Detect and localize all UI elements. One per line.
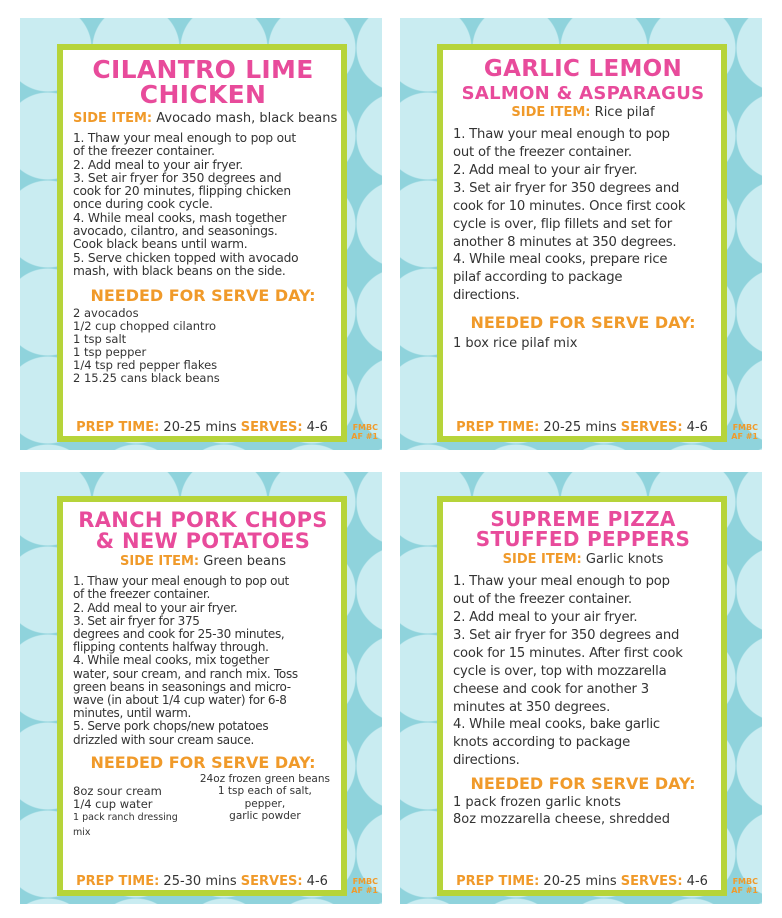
prep-time-value: 25-30 mins: [163, 874, 237, 889]
prep-time-label: PREP TIME:: [456, 420, 540, 435]
serves-label: SERVES:: [240, 874, 303, 889]
instructions: 1. Thaw your meal enough to pop out of the freezer container. 2. Add meal to your air fryer. 3. Set air fryer for 350 degrees and cook for 10 minutes. Once first cook cycle is over, flip fillets and set for another 8 minutes at 350 degrees. 4. While meal cooks, prepare rice pilaf according to package directions.: [453, 127, 686, 304]
ingredients-right: 24oz frozen green beans 1 tsp each of salt, pepper, garlic powder: [199, 772, 330, 823]
recipe-card-cilantro-lime-chicken: [20, 18, 382, 450]
instructions: 1. Thaw your meal enough to pop out of the freezer container. 2. Add meal to your air fryer. 3. Set air fryer for 350 degrees and cook for 15 minutes. After first cook cycle is over, top with mozzarella cheese and cook for another 3 minutes at 350 degrees. 4. While meal cooks, bake garlic knots according to package directions.: [453, 574, 683, 769]
prep-time-label: PREP TIME:: [76, 874, 160, 889]
instructions: 1. Thaw your meal enough to pop out of the freezer container. 2. Add meal to your air fryer. 3. Set air fryer for 350 degrees and cook for 20 minutes, flipping chicken once during cook cycle. 4. While meal cooks, mash together avocado, cilantro, and seasonings. Cook black beans until warm. 5. Serve chicken topped with avocado mash, with black beans on the side.: [73, 131, 299, 278]
card-code: FMBC AF #1: [351, 877, 378, 895]
recipe-panel: [437, 44, 727, 442]
serves-label: SERVES:: [620, 874, 683, 889]
side-item-label: SIDE ITEM:: [502, 552, 582, 568]
ingredients: [73, 773, 333, 840]
recipe-card-ranch-pork-chops: [20, 472, 382, 904]
ingredients: 1 box rice pilaf mix: [453, 336, 578, 352]
recipe-title: CILANTRO LIME CHICKEN: [92, 55, 314, 109]
prep-serves: [443, 874, 721, 889]
side-item: [453, 105, 713, 120]
side-item: [453, 552, 713, 567]
serves-label: SERVES:: [240, 420, 303, 435]
needed-heading: NEEDED FOR SERVE DAY:: [470, 313, 696, 333]
needed-heading: NEEDED FOR SERVE DAY:: [90, 286, 316, 306]
recipe-card-garlic-lemon-salmon: [400, 18, 762, 450]
instructions: 1. Thaw your meal enough to pop out of the freezer container. 2. Add meal to your air fryer. 3. Set air fryer for 375 degrees and cook for 25-30 minutes, flipping contents halfway through. 4. While meal cooks, mix together water, sour cream, and ranch mix. Toss green beans in seasonings and micro- wave (in about 1/4 cup water) for 6-8 minutes, until warm. 5. Serve pork chops/new potatoes drizzled with sour cream sauce.: [73, 574, 298, 747]
prep-serves: [443, 420, 721, 435]
side-item-label: SIDE ITEM:: [511, 105, 591, 121]
ingredients: 2 avocados 1/2 cup chopped cilantro 1 tsp salt 1 tsp pepper 1/4 tsp red pepper flakes 2 15.25 cans black beans: [73, 306, 220, 386]
side-item-label: SIDE ITEM:: [120, 554, 200, 570]
side-item-label: SIDE ITEM:: [73, 111, 153, 126]
serves-label: SERVES:: [620, 420, 683, 435]
ingredients-left: 8oz sour cream 1/4 cup water 1 pack ranch dressing mix: [73, 784, 178, 838]
recipe-card-supreme-pizza-peppers: [400, 472, 762, 904]
recipe-title: GARLIC LEMON SALMON & ASPARAGUS: [461, 56, 705, 104]
card-code: FMBC AF #1: [731, 423, 758, 441]
side-item: [73, 111, 338, 126]
recipe-title: RANCH PORK CHOPS & NEW POTATOES: [78, 508, 328, 553]
prep-time-label: PREP TIME:: [456, 874, 540, 889]
prep-time-value: 20-25 mins: [543, 874, 617, 889]
side-item-value: Avocado mash, black beans: [156, 111, 338, 126]
needed-heading: NEEDED FOR SERVE DAY:: [90, 752, 316, 772]
recipe-title: SUPREME PIZZA STUFFED PEPPERS: [475, 507, 691, 551]
prep-time-label: PREP TIME:: [76, 420, 160, 435]
card-code: FMBC AF #1: [351, 423, 378, 441]
recipe-panel: [437, 496, 727, 896]
needed-heading: NEEDED FOR SERVE DAY:: [470, 774, 696, 794]
card-code: FMBC AF #1: [731, 877, 758, 895]
serves-value: 4-6: [686, 420, 708, 435]
serves-value: 4-6: [686, 874, 708, 889]
side-item-value: Garlic knots: [585, 552, 664, 568]
prep-serves: [63, 420, 341, 435]
prep-serves: [63, 874, 341, 889]
serves-value: 4-6: [306, 420, 328, 435]
prep-time-value: 20-25 mins: [543, 420, 617, 435]
side-item: [73, 554, 333, 569]
serves-value: 4-6: [306, 874, 328, 889]
recipe-panel: [57, 496, 347, 896]
side-item-value: Green beans: [203, 554, 286, 570]
prep-time-value: 20-25 mins: [163, 420, 237, 435]
recipe-panel: [57, 44, 347, 442]
ingredients: 1 pack frozen garlic knots 8oz mozzarella cheese, shredded: [453, 795, 671, 828]
side-item-value: Rice pilaf: [594, 105, 655, 121]
